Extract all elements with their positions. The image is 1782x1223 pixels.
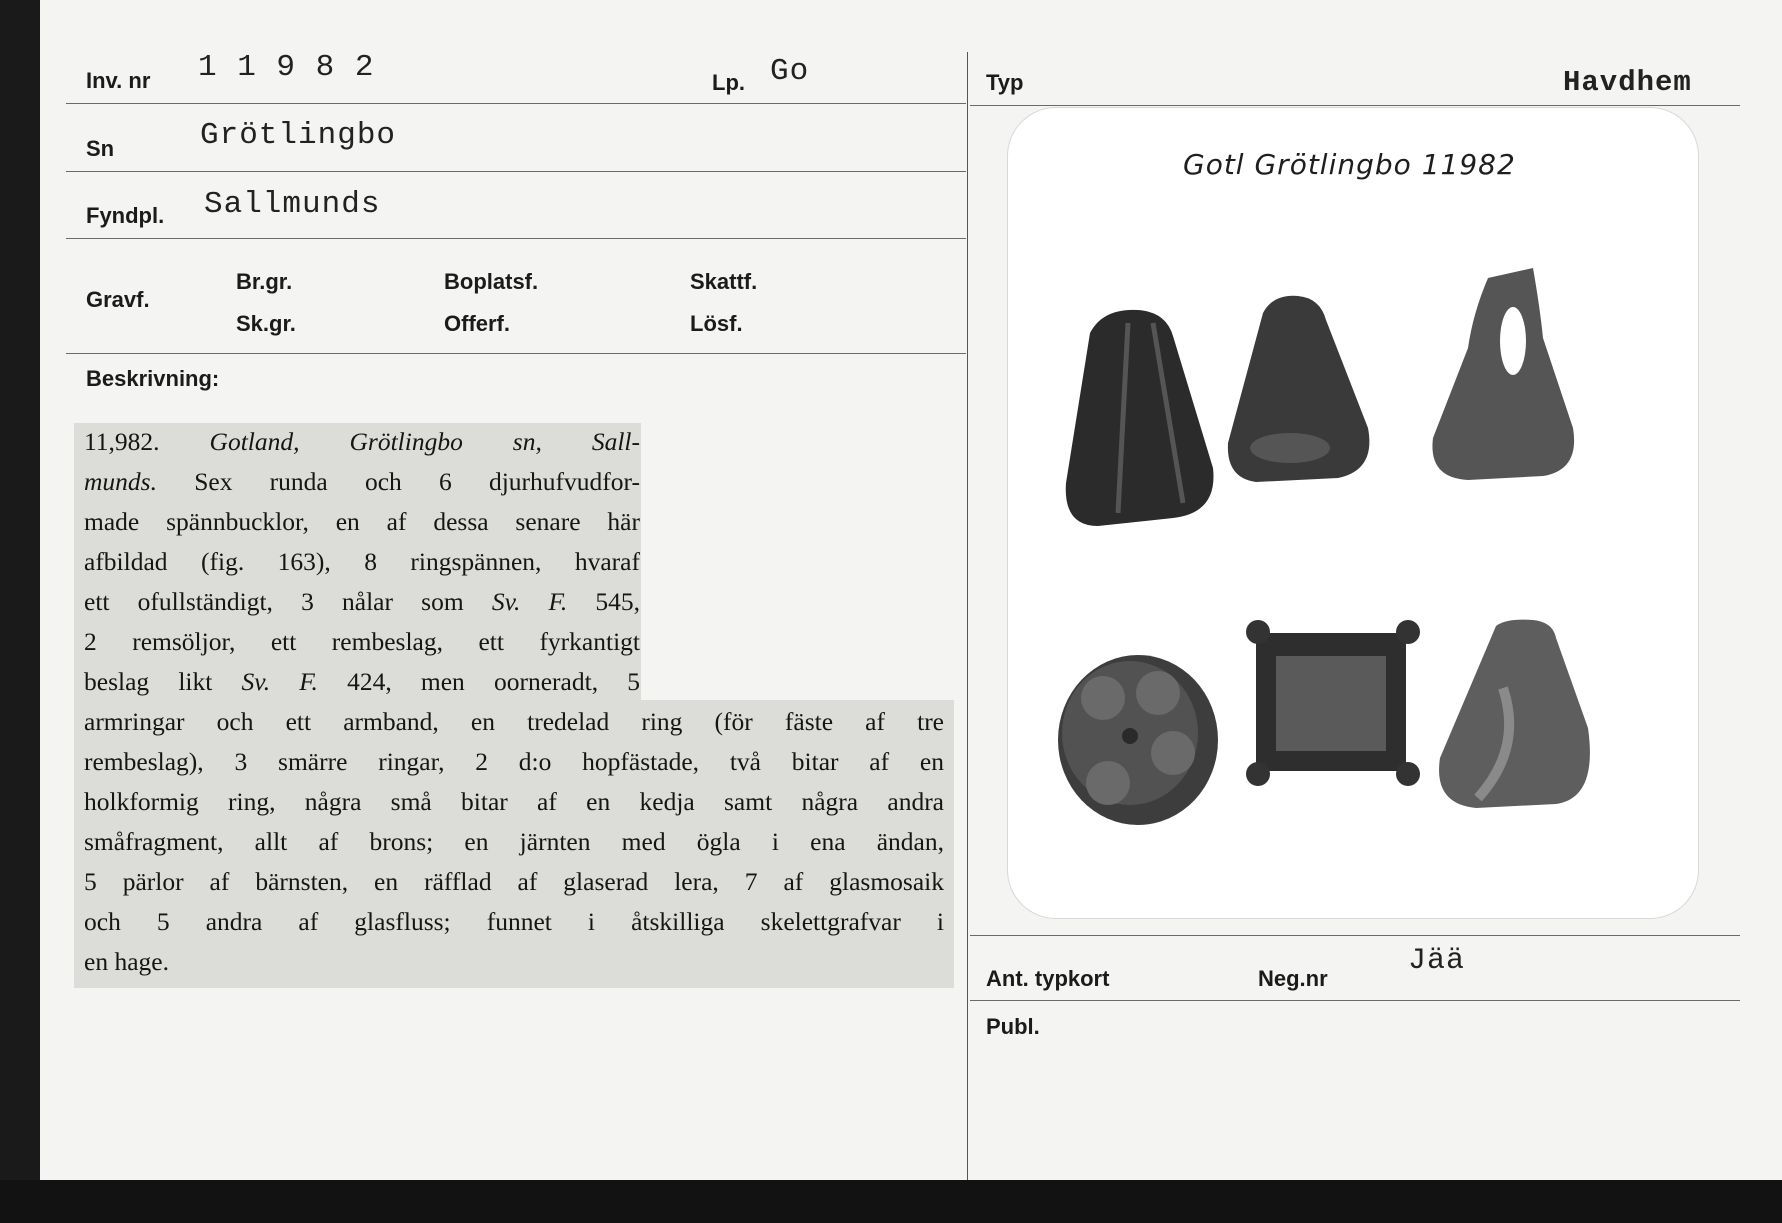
desc-line: 5 pärlor af bärnsten, en räfflad af glaserad lera, 7 af glasmosaik [84,867,944,896]
rule-line [66,238,966,239]
bell-artifact-1 [1066,310,1214,526]
sn-label: Sn [86,136,115,161]
inv-value: 1 1 9 8 2 [198,50,375,85]
rule-line [970,1000,1740,1001]
gravf-label: Gravf. [86,287,150,312]
round-mount-artifact [1058,655,1218,825]
desc-line: 11,982. Gotland, Grötlingbo sn, Sall- [84,427,641,456]
desc-line: och 5 andra af glasfluss; funnet i åtskilliga skelettgrafvar i [84,907,944,936]
desc-line: en hage. [84,947,169,976]
rule-line [970,105,1740,106]
desc-line: munds. Sex runda och 6 djurhufvudfor- [84,467,640,496]
bell-artifact-3 [1432,268,1574,480]
desc-line: made spännbucklor, en af dessa senare här [84,507,640,536]
publ-label: Publ. [986,1014,1040,1039]
rule-line [970,935,1740,936]
bell-artifact-4 [1439,620,1590,808]
brgr-label: Br.gr. [236,269,293,294]
artifact-photo [1008,108,1698,918]
ant-typkort-label: Ant. typkort [986,966,1110,991]
desc-line: ett ofullständigt, 3 nålar som Sv. F. 545, [84,587,641,616]
description-text [84,422,944,982]
desc-line: beslag likt Sv. F. 424, men oorneradt, 5 [84,667,641,696]
skgr-label: Sk.gr. [236,311,296,336]
desc-line: 2 remsöljor, ett rembeslag, ett fyrkantigt [84,627,640,656]
desc-line: holkformig ring, några små bitar af en kedja samt några andra [84,787,944,816]
desc-line: småfragment, allt af brons; en järnten med ögla i ena ändan, [84,827,944,856]
inv-label: Inv. nr [86,68,151,93]
typ-value: Havdhem [1563,66,1692,99]
fyndpl-label: Fyndpl. [86,203,165,228]
fyndpl-value: Sallmunds [204,187,381,222]
boplatsf-label: Boplatsf. [444,269,539,294]
scan-border [0,1180,1782,1223]
rule-line [66,103,966,104]
desc-line: rembeslag), 3 smärre ringar, 2 d:o hopfästade, två bitar af en [84,747,944,776]
rule-line [66,171,966,172]
sn-value: Grötlingbo [200,118,397,153]
losf-label: Lösf. [690,311,743,336]
square-mount-artifact [1246,620,1420,786]
beskrivning-label: Beskrivning: [86,366,220,391]
artifact-drawing [1008,108,1698,918]
rule-line [66,353,966,354]
column-divider [967,52,968,1180]
lp-label: Lp. [712,70,745,95]
lp-value: Go [770,54,810,89]
desc-line: armringar och ett armband, en tredelad ring (för fäste af tre [84,707,944,736]
desc-line: afbildad (fig. 163), 8 ringspännen, hvaraf [84,547,640,576]
offerf-label: Offerf. [444,311,510,336]
skattf-label: Skattf. [690,269,758,294]
photo-caption: Gotl Grötlingbo 11982 [1183,148,1516,181]
bell-artifact-2 [1228,296,1370,482]
negnr-label: Neg.nr [1258,966,1328,991]
negnr-value: Jää [1408,944,1466,978]
typ-label: Typ [986,70,1024,95]
